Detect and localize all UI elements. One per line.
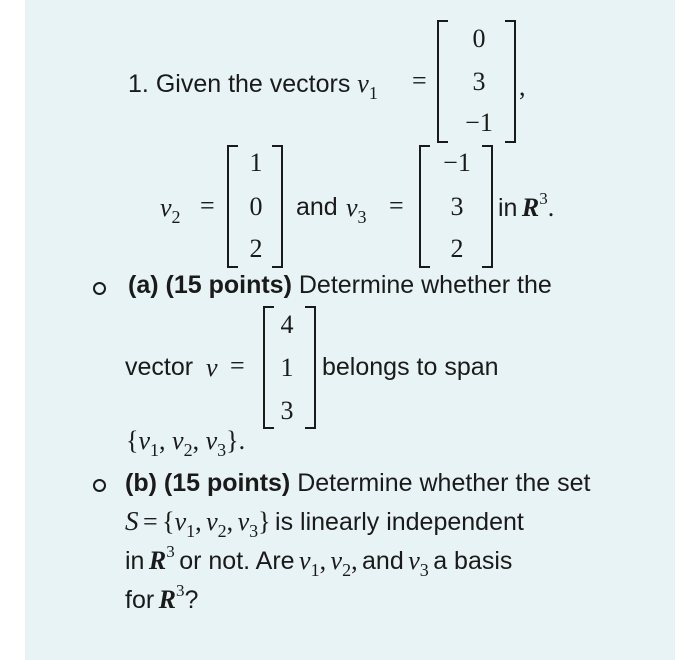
v2-entry-2: 0 bbox=[249, 192, 263, 221]
set-open: { bbox=[162, 507, 175, 536]
span-set-v2: v bbox=[172, 426, 184, 455]
part-b-label: (b) (15 points) bbox=[125, 469, 291, 497]
space-period: . bbox=[547, 193, 555, 222]
are-v3: v bbox=[408, 546, 420, 575]
set-v2: v bbox=[206, 507, 218, 536]
independent-text: is linearly independent bbox=[275, 508, 524, 536]
space-in-word: in bbox=[498, 194, 518, 222]
span-set bbox=[126, 426, 246, 460]
line4-R: R bbox=[158, 585, 176, 614]
part-a-bullet bbox=[93, 282, 106, 295]
v-equals: = bbox=[230, 351, 245, 380]
v-symbol: v bbox=[206, 353, 218, 382]
line3-R: R bbox=[148, 546, 167, 575]
v-entry-3: 3 bbox=[280, 396, 294, 425]
v3-entry-2: 3 bbox=[450, 192, 464, 221]
line3-in: in bbox=[125, 547, 145, 575]
v1-symbol: v bbox=[357, 69, 369, 98]
v3-entry-3: 2 bbox=[450, 234, 464, 263]
set-v1: v bbox=[174, 507, 187, 536]
v1-trailing-comma: , bbox=[519, 72, 526, 101]
v-entry-1: 4 bbox=[280, 310, 294, 339]
are-sep: , bbox=[319, 546, 327, 575]
problem-intro bbox=[128, 69, 378, 103]
line4-for: for bbox=[125, 586, 155, 614]
span-set-v1-sub: 1 bbox=[150, 440, 160, 460]
are-v2: v bbox=[330, 546, 343, 575]
v1-left-bracket bbox=[436, 20, 450, 143]
set-v1-sub: 1 bbox=[186, 521, 196, 541]
span-set-close: }. bbox=[226, 426, 246, 455]
set-v3: v bbox=[237, 507, 250, 536]
v3-left-bracket bbox=[418, 145, 432, 268]
basis-text: a basis bbox=[433, 547, 513, 575]
v2-entry-3: 2 bbox=[249, 234, 263, 263]
set-sep: , bbox=[195, 507, 202, 536]
v3-right-bracket bbox=[480, 145, 494, 268]
are-sep: , bbox=[351, 546, 358, 575]
set-close: } bbox=[258, 507, 271, 536]
problem-intro-text: Given the vectors bbox=[155, 70, 351, 98]
line4-question: ? bbox=[184, 586, 199, 614]
v2-subscript: 2 bbox=[171, 207, 181, 227]
line3-text: or not. Are bbox=[179, 547, 295, 575]
are-v1: v bbox=[299, 546, 311, 575]
are-v1-sub: 1 bbox=[310, 560, 320, 580]
part-a-line1 bbox=[128, 271, 552, 300]
set-equals: = bbox=[142, 507, 158, 536]
set-v3-sub: 3 bbox=[249, 521, 259, 541]
v2-symbol: v bbox=[160, 193, 172, 222]
are-v2-sub: 2 bbox=[342, 560, 352, 580]
part-b-line1-text: Determine whether the set bbox=[297, 469, 591, 497]
span-set-open: { bbox=[126, 426, 139, 455]
space-R: R bbox=[521, 193, 540, 222]
v3-symbol: v bbox=[346, 193, 358, 222]
and-word: and bbox=[296, 193, 338, 221]
belongs-text: belongs to span bbox=[322, 353, 499, 381]
vector-word: vector bbox=[125, 353, 194, 381]
are-v3-sub: 3 bbox=[419, 560, 429, 580]
span-set-v2-sub: 2 bbox=[183, 440, 193, 460]
v2-right-bracket bbox=[270, 145, 284, 268]
v2-equals: = bbox=[200, 191, 215, 220]
space-label bbox=[498, 189, 555, 223]
line4-exponent: 3 bbox=[175, 581, 185, 600]
v1-entry-2: 3 bbox=[472, 67, 486, 96]
v1-entry-3: −1 bbox=[465, 108, 493, 137]
v1-equals: = bbox=[412, 66, 427, 95]
v3-equals: = bbox=[389, 191, 404, 220]
are-and: and bbox=[362, 547, 404, 575]
span-set-v3-sub: 3 bbox=[217, 440, 227, 460]
part-b-bullet bbox=[93, 479, 106, 492]
v-right-bracket bbox=[303, 306, 317, 429]
part-b-line3 bbox=[125, 542, 513, 580]
v1-subscript: 1 bbox=[368, 83, 378, 103]
span-set-sep: , bbox=[159, 426, 166, 455]
v1-right-bracket bbox=[503, 20, 517, 143]
part-a-label: (a) (15 points) bbox=[128, 271, 292, 299]
v2-label bbox=[160, 193, 181, 227]
space-exponent: 3 bbox=[539, 189, 548, 208]
part-b-line1 bbox=[125, 469, 590, 498]
span-set-sep: , bbox=[192, 426, 200, 455]
span-set-v1: v bbox=[138, 426, 151, 455]
v1-entry-1: 0 bbox=[472, 24, 486, 53]
v2-entry-1: 1 bbox=[249, 148, 263, 177]
v3-entry-1: −1 bbox=[443, 148, 471, 177]
set-v2-sub: 2 bbox=[217, 521, 227, 541]
part-a-text: Determine whether the bbox=[298, 271, 552, 299]
span-set-v3: v bbox=[205, 426, 218, 455]
v3-label bbox=[346, 193, 367, 227]
set-S: S bbox=[125, 506, 139, 536]
set-sep: , bbox=[226, 507, 234, 536]
part-b-line2 bbox=[125, 506, 524, 541]
line3-exponent: 3 bbox=[166, 542, 175, 561]
v3-subscript: 3 bbox=[357, 207, 367, 227]
part-b-line4 bbox=[125, 581, 199, 615]
problem-number: 1. bbox=[128, 70, 149, 98]
v-entry-2: 1 bbox=[280, 353, 294, 382]
